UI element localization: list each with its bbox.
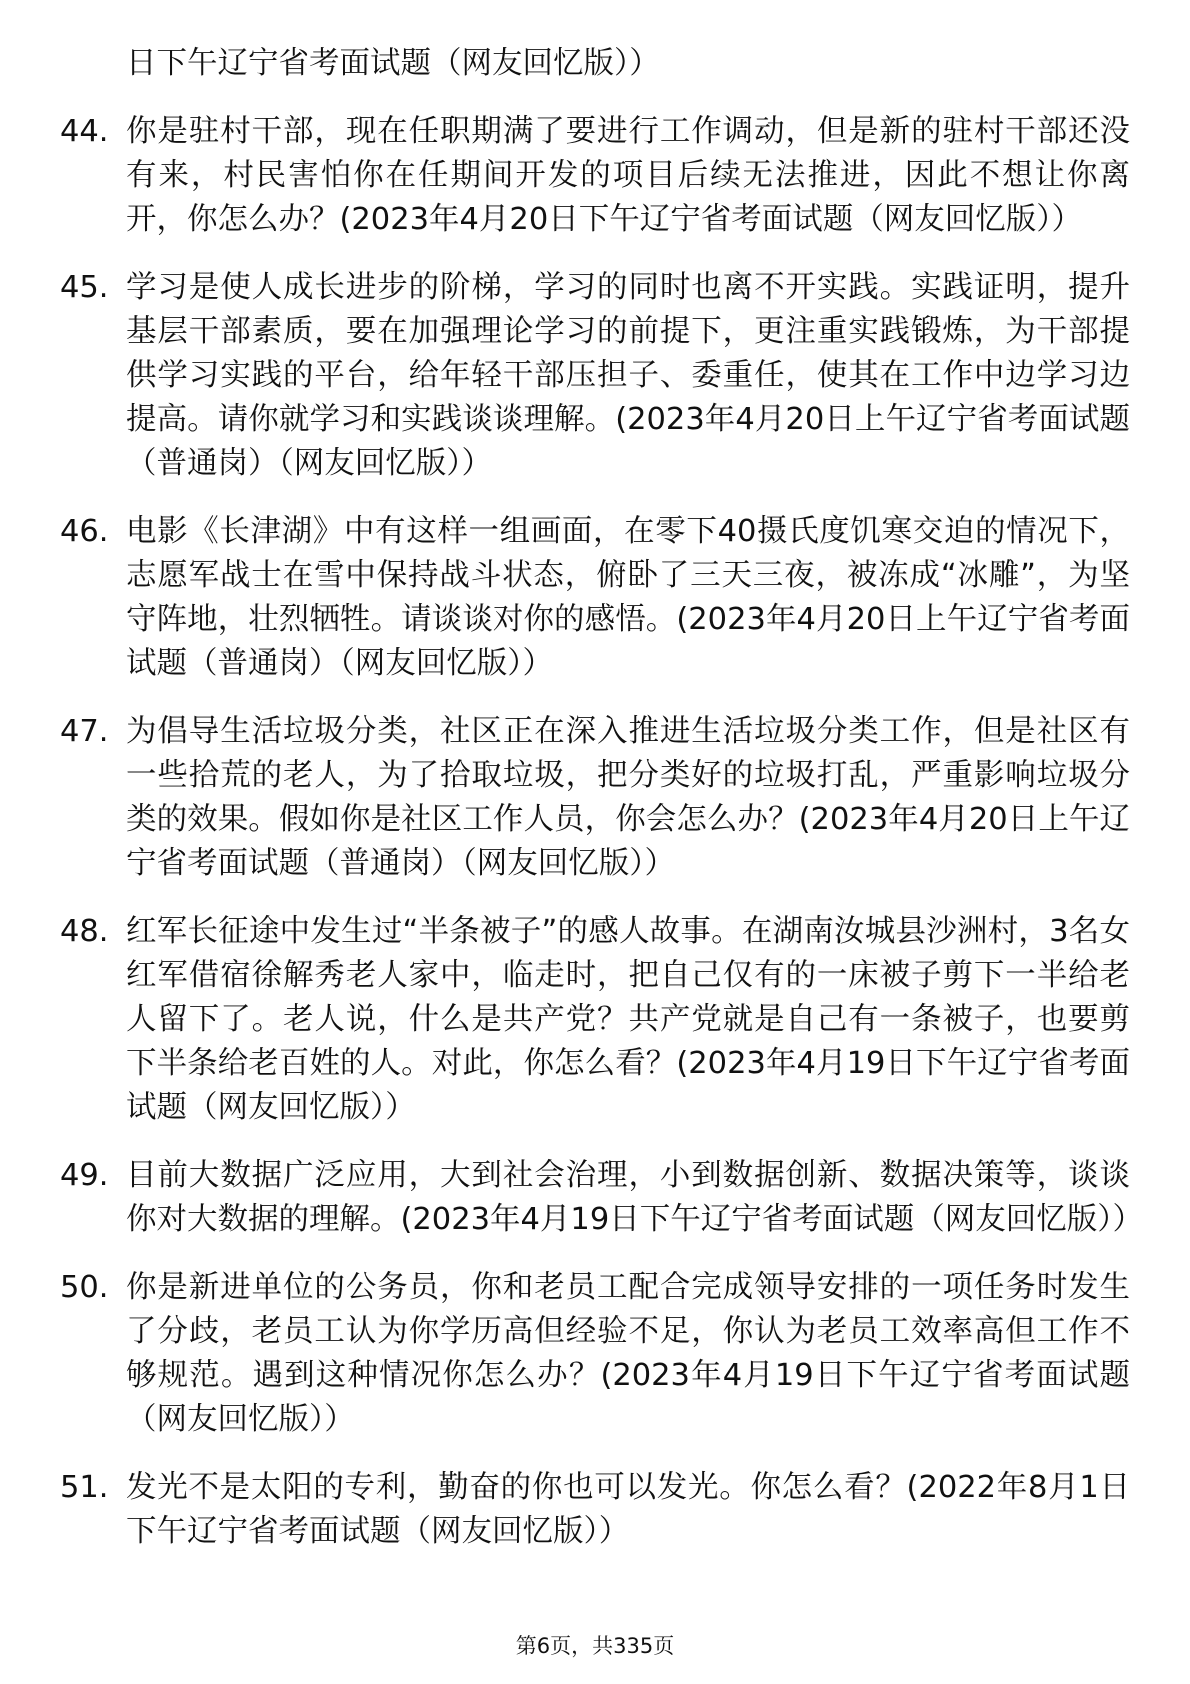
question-number: 48.	[60, 914, 109, 949]
question-text: 你是驻村干部，现在任职期满了要进行工作调动，但是新的驻村干部还没有来，村民害怕你在任期间开发的项目后续无法推进，因此不想让你离开，你怎么办？(2023年4月20日下午辽宁省考面试题（网友回忆版））	[126, 114, 1130, 237]
question-text: 目前大数据广泛应用，大到社会治理，小到数据创新、数据决策等，谈谈你对大数据的理解。(2023年4月19日下午辽宁省考面试题（网友回忆版））	[126, 1158, 1143, 1237]
question-item-46	[60, 510, 1130, 686]
question-text: 红军长征途中发生过“半条被子”的感人故事。在湖南汝城县沙洲村，3名女红军借宿徐解秀老人家中，临走时，把自己仅有的一床被子剪下一半给老人留下了。老人说，什么是共产党？共产党就是自己有一条被子，也要剪下半条给老百姓的人。对此，你怎么看？(2023年4月19日下午辽宁省考面试题（网友回忆版））	[126, 914, 1130, 1125]
question-text: 为倡导生活垃圾分类，社区正在深入推进生活垃圾分类工作，但是社区有一些拾荒的老人，为了拾取垃圾，把分类好的垃圾打乱，严重影响垃圾分类的效果。假如你是社区工作人员，你会怎么办？(2023年4月20日上午辽宁省考面试题（普通岗）（网友回忆版））	[126, 714, 1130, 881]
question-item-47	[60, 710, 1130, 886]
question-item-49	[60, 1154, 1143, 1242]
question-number: 51.	[60, 1470, 109, 1505]
question-list	[60, 42, 1143, 1578]
question-text: 发光不是太阳的专利，勤奋的你也可以发光。你怎么看？(2022年8月1日下午辽宁省考面试题（网友回忆版））	[126, 1470, 1130, 1549]
question-number: 44.	[60, 114, 109, 149]
question-number: 46.	[60, 514, 109, 549]
question-item-50	[60, 1266, 1130, 1442]
question-text: 你是新进单位的公务员，你和老员工配合完成领导安排的一项任务时发生了分歧，老员工认为你学历高但经验不足，你认为老员工效率高但工作不够规范。遇到这种情况你怎么办？(2023年4月19日下午辽宁省考面试题（网友回忆版））	[126, 1270, 1130, 1437]
question-text: 电影《长津湖》中有这样一组画面，在零下40摄氏度饥寒交迫的情况下，志愿军战士在雪中保持战斗状态，俯卧了三天三夜，被冻成“冰雕”，为坚守阵地，壮烈牺牲。请谈谈对你的感悟。(2023年4月20日上午辽宁省考面试题（普通岗）（网友回忆版））	[126, 514, 1130, 681]
question-number: 50.	[60, 1270, 109, 1305]
question-item-48	[60, 910, 1130, 1130]
continued-question-tail: 日下午辽宁省考面试题（网友回忆版））	[126, 46, 660, 81]
question-text: 学习是使人成长进步的阶梯，学习的同时也离不开实践。实践证明，提升基层干部素质，要在加强理论学习的前提下，更注重实践锻炼，为干部提供学习实践的平台，给年轻干部压担子、委重任，使其在工作中边学习边提高。请你就学习和实践谈谈理解。(2023年4月20日上午辽宁省考面试题（普通岗）（网友回忆版））	[126, 270, 1130, 481]
question-number: 45.	[60, 270, 109, 305]
question-number: 47.	[60, 714, 109, 749]
question-item-51	[60, 1466, 1130, 1554]
question-number: 49.	[60, 1158, 109, 1193]
page-footer: 第6页，共335页	[515, 1634, 675, 1658]
question-item-44	[60, 110, 1130, 242]
question-item-45	[60, 266, 1130, 486]
